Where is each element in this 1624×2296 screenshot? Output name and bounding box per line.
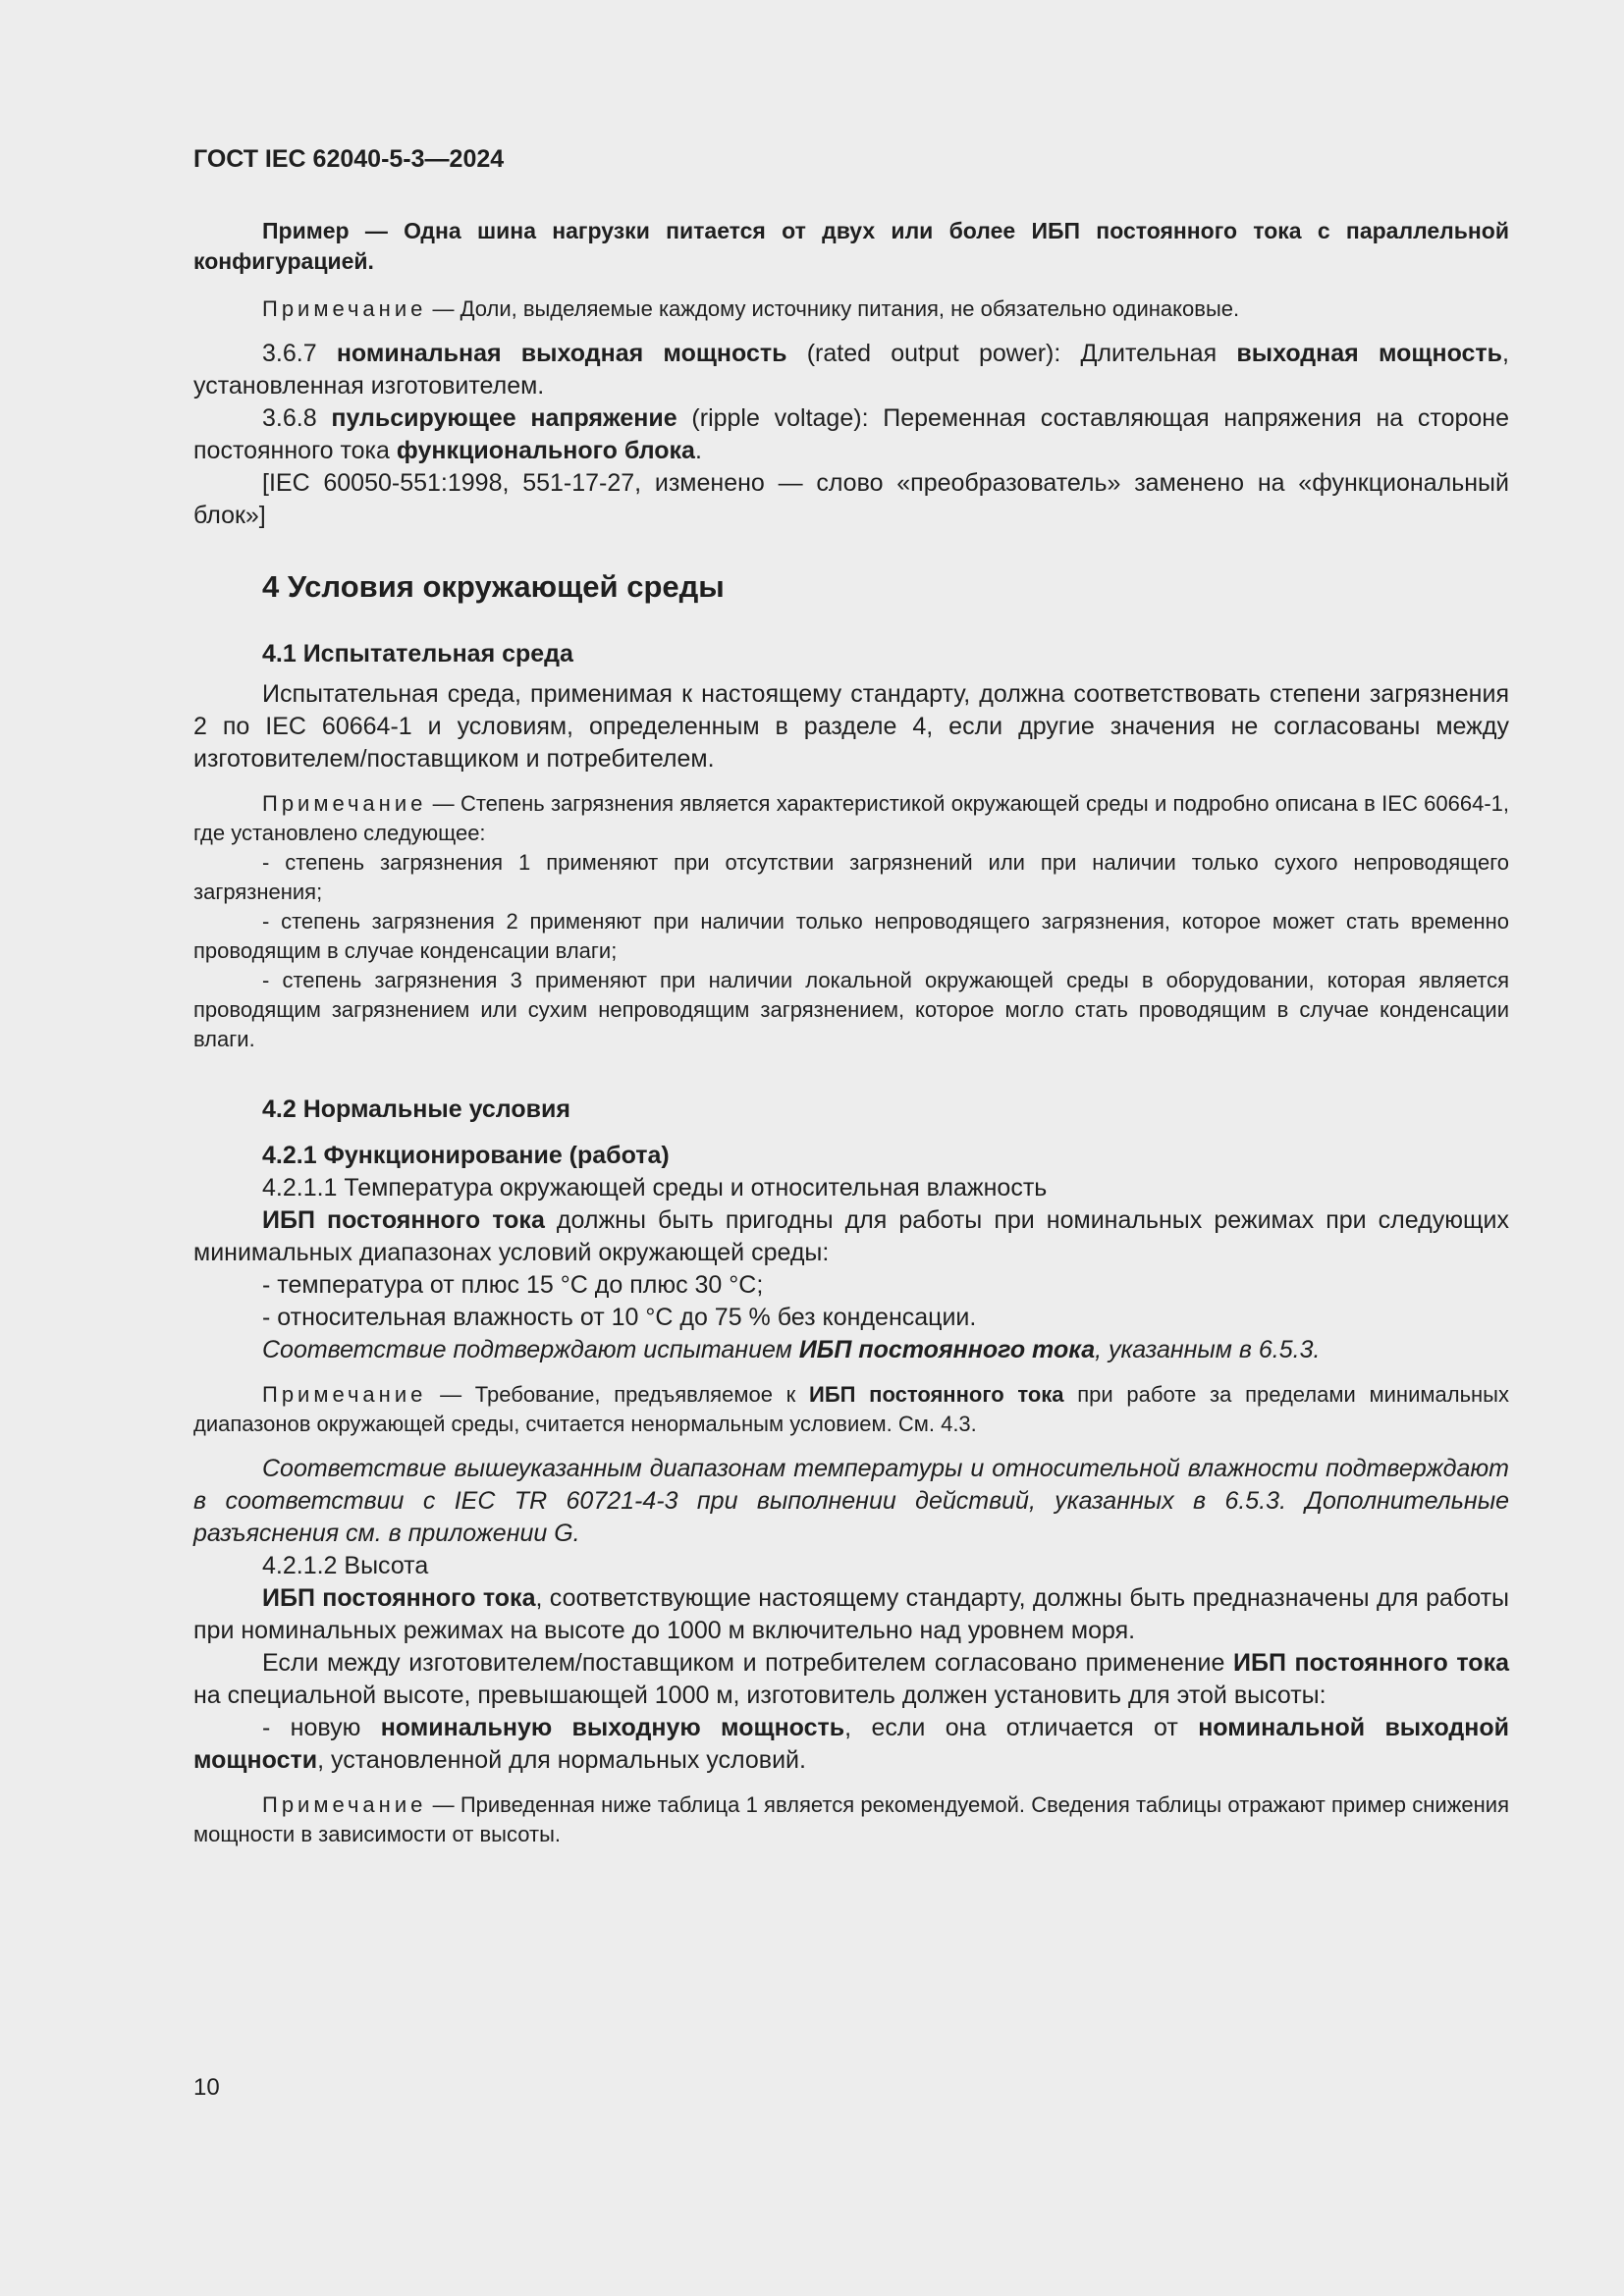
note-label: Примечание: [262, 1792, 427, 1817]
list-item: - новую номинальную выходную мощность, если она отличается от номинальной выходной мощности, установленной для нормальных условий.: [193, 1714, 1509, 1774]
page-content: [193, 145, 1509, 1849]
list-item: - степень загрязнения 2 применяют при наличии только непроводящего загрязнения, которое может стать временно проводящим в случае конденсации влаги;: [193, 909, 1509, 963]
section-4-2-1-1-paragraph: ИБП постоянного тока должны быть пригодны для работы при номинальных режимах при следующих минимальных диапазонах условий окружающей среды:: [193, 1206, 1509, 1266]
note-paragraph: Примечание — Доли, выделяемые каждому источнику питания, не обязательно одинаковые.: [262, 296, 1240, 321]
section-4-1-paragraph: Испытательная среда, применимая к настоящему стандарту, должна соответствовать степени загрязнения 2 по IEC 60664-1 и условиям, определенным в разделе 4, если другие значения не согласованы между изготовителем/поставщиком и потребителем.: [193, 680, 1509, 773]
definition-3-6-7: 3.6.7 номинальная выходная мощность (rated output power): Длительная выходная мощность, установленная изготовителем.: [193, 340, 1509, 400]
compliance-statement: Соответствие вышеуказанным диапазонам температуры и относительной влажности подтверждают в соответствии с IEC TR 60721-4-3 при выполнении действий, указанных в 6.5.3. Дополнительные разъяснения см. в приложении G.: [193, 1455, 1509, 1547]
list-item: - степень загрязнения 3 применяют при наличии локальной окружающей среды в оборудовании, которая является проводящим загрязнением или сухим непроводящим загрязнением, которое могло стать проводящим в случае конденсации влаги.: [193, 968, 1509, 1051]
definition-reference: [IEC 60050-551:1998, 551-17-27, изменено — слово «преобразователь» заменено на «функциональный блок»]: [193, 469, 1509, 529]
note-label: Примечание: [262, 296, 427, 321]
document-header: ГОСТ IEC 62040-5-3—2024: [193, 145, 505, 173]
definition-3-6-8: 3.6.8 пульсирующее напряжение (ripple voltage): Переменная составляющая напряжения на стороне постоянного тока функционального блока.: [193, 404, 1509, 464]
page-number: 10: [193, 2074, 220, 2101]
note-text: Доли, выделяемые каждому источнику питания, не обязательно одинаковые.: [460, 296, 1240, 321]
section-4-2-1-2-title: 4.2.1.2 Высота: [262, 1552, 429, 1579]
section-4-1-title: 4.1 Испытательная среда: [262, 640, 573, 667]
section-4-2-1-title: 4.2.1 Функционирование (работа): [262, 1142, 670, 1169]
section-4-2-1-2-paragraph: ИБП постоянного тока, соответствующие настоящему стандарту, должны быть предназначены для работы при номинальных режимах на высоте до 1000 м включительно над уровнем моря.: [193, 1584, 1509, 1644]
section-4-2-1-note: Примечание — Требование, предъявляемое к ИБП постоянного тока при работе за пределами минимальных диапазонов окружающей среды, считается ненормальным условием. См. 4.3.: [193, 1382, 1509, 1436]
section-4-2-title: 4.2 Нормальные условия: [262, 1095, 570, 1123]
list-item: - температура от плюс 15 °С до плюс 30 °С;: [262, 1271, 764, 1299]
section-4-title: 4 Условия окружающей среды: [262, 569, 725, 604]
example-paragraph: Пример — Одна шина нагрузки питается от двух или более ИБП постоянного тока с параллельной конфигурацией.: [193, 218, 1509, 274]
section-4-1-note: Примечание — Степень загрязнения является характеристикой окружающей среды и подробно описана в IEC 60664-1, где установлено следующее:: [193, 791, 1509, 845]
section-4-2-1-2-note: Примечание — Приведенная ниже таблица 1 является рекомендуемой. Сведения таблицы отражают пример снижения мощности в зависимости от высоты.: [193, 1792, 1510, 1846]
section-4-2-1-1-title: 4.2.1.1 Температура окружающей среды и относительная влажность: [262, 1174, 1048, 1201]
section-4-2-1-2-paragraph: Если между изготовителем/поставщиком и потребителем согласовано применение ИБП постоянного тока на специальной высоте, превышающей 1000 м, изготовитель должен установить для этой высоты:: [193, 1649, 1509, 1709]
list-item: - относительная влажность от 10 °С до 75 % без конденсации.: [262, 1304, 977, 1331]
note-label: Примечание: [262, 1382, 427, 1407]
list-item: - степень загрязнения 1 применяют при отсутствии загрязнений или при наличии только сухого непроводящего загрязнения;: [193, 850, 1509, 904]
note-label: Примечание: [262, 791, 427, 816]
compliance-statement: Соответствие подтверждают испытанием ИБП постоянного тока, указанным в 6.5.3.: [262, 1336, 1321, 1363]
